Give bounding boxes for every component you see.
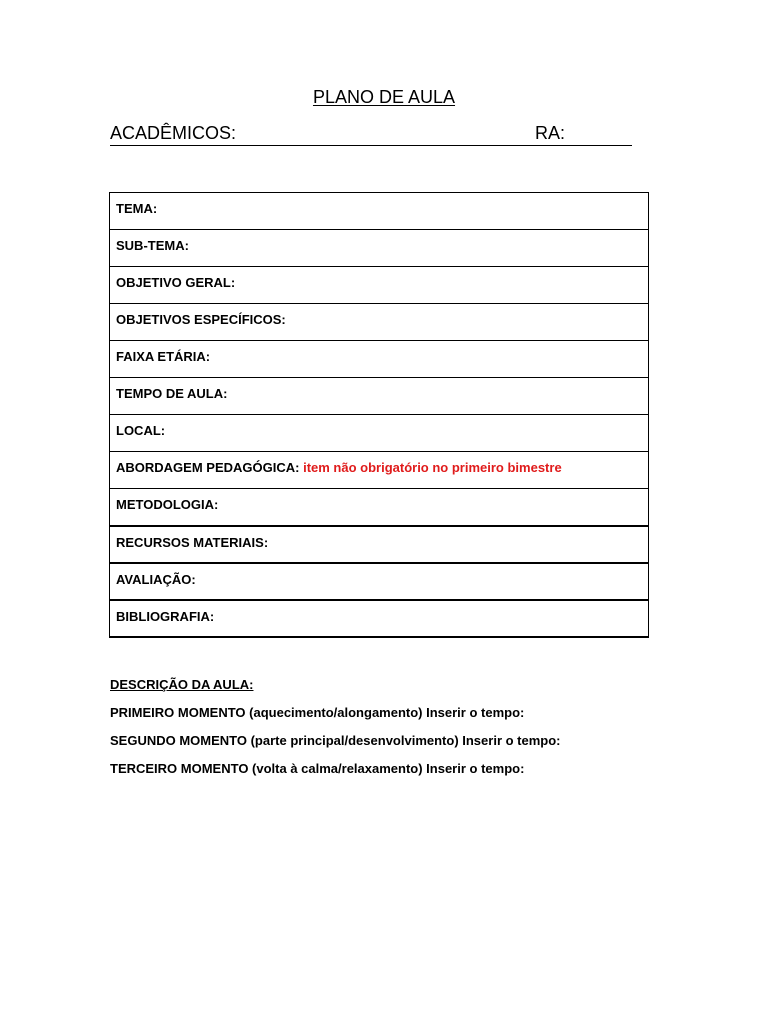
form-label: LOCAL:	[116, 423, 166, 438]
form-row-avaliacao	[110, 563, 649, 600]
form-cell-tempo-de-aula[interactable]	[110, 378, 649, 415]
form-row-objetivo-geral	[110, 267, 649, 304]
form-row-tempo-de-aula	[110, 378, 649, 415]
form-label: RECURSOS MATERIAIS:	[116, 534, 269, 550]
form-row-sub-tema	[110, 230, 649, 267]
form-row-recursos-materiais	[110, 526, 649, 563]
form-row-bibliografia	[110, 600, 649, 637]
form-label: SUB-TEMA:	[116, 238, 189, 253]
form-cell-metodologia[interactable]	[110, 489, 649, 526]
form-cell-objetivo-geral[interactable]	[110, 267, 649, 304]
form-label: OBJETIVOS ESPECÍFICOS:	[116, 312, 286, 327]
form-row-local	[110, 415, 649, 452]
lesson-description	[110, 677, 561, 789]
form-label: BIBLIOGRAFIA:	[116, 608, 215, 624]
form-cell-tema[interactable]	[110, 193, 649, 230]
form-label: TEMA:	[116, 201, 158, 216]
lesson-plan-form-table	[109, 192, 649, 638]
optional-item-note: item não obrigatório no primeiro bimestre	[303, 460, 562, 475]
form-cell-objetivos-especificos[interactable]	[110, 304, 649, 341]
form-row-abordagem-pedagogica	[110, 452, 649, 489]
academicos-label: ACADÊMICOS:	[110, 123, 237, 143]
form-label: FAIXA ETÁRIA:	[116, 349, 211, 364]
form-cell-recursos-materiais[interactable]	[110, 526, 649, 563]
ra-label: RA:	[535, 123, 566, 143]
form-label: AVALIAÇÃO:	[116, 571, 196, 587]
form-cell-avaliacao[interactable]	[110, 563, 649, 600]
moment-second: SEGUNDO MOMENTO (parte principal/desenvolvimento) Inserir o tempo:	[110, 733, 561, 748]
form-cell-faixa-etaria[interactable]	[110, 341, 649, 378]
header-line	[110, 123, 632, 146]
form-label: OBJETIVO GERAL:	[116, 275, 236, 290]
form-cell-sub-tema[interactable]	[110, 230, 649, 267]
form-cell-abordagem-pedagogica[interactable]	[110, 452, 649, 489]
moment-third: TERCEIRO MOMENTO (volta à calma/relaxamento) Inserir o tempo:	[110, 761, 525, 776]
form-row-objetivos-especificos	[110, 304, 649, 341]
form-row-tema	[110, 193, 649, 230]
moment-first: PRIMEIRO MOMENTO (aquecimento/alongamento) Inserir o tempo:	[110, 705, 525, 720]
page-title: PLANO DE AULA	[312, 87, 456, 107]
form-label-with-note	[116, 460, 562, 475]
form-label: TEMPO DE AULA:	[116, 386, 228, 401]
form-cell-bibliografia[interactable]	[110, 600, 649, 637]
description-heading: DESCRIÇÃO DA AULA:	[110, 677, 254, 692]
form-cell-local[interactable]	[110, 415, 649, 452]
form-label: ABORDAGEM PEDAGÓGICA:	[116, 460, 300, 475]
form-label: METODOLOGIA:	[116, 497, 219, 512]
form-row-metodologia	[110, 489, 649, 526]
form-row-faixa-etaria	[110, 341, 649, 378]
